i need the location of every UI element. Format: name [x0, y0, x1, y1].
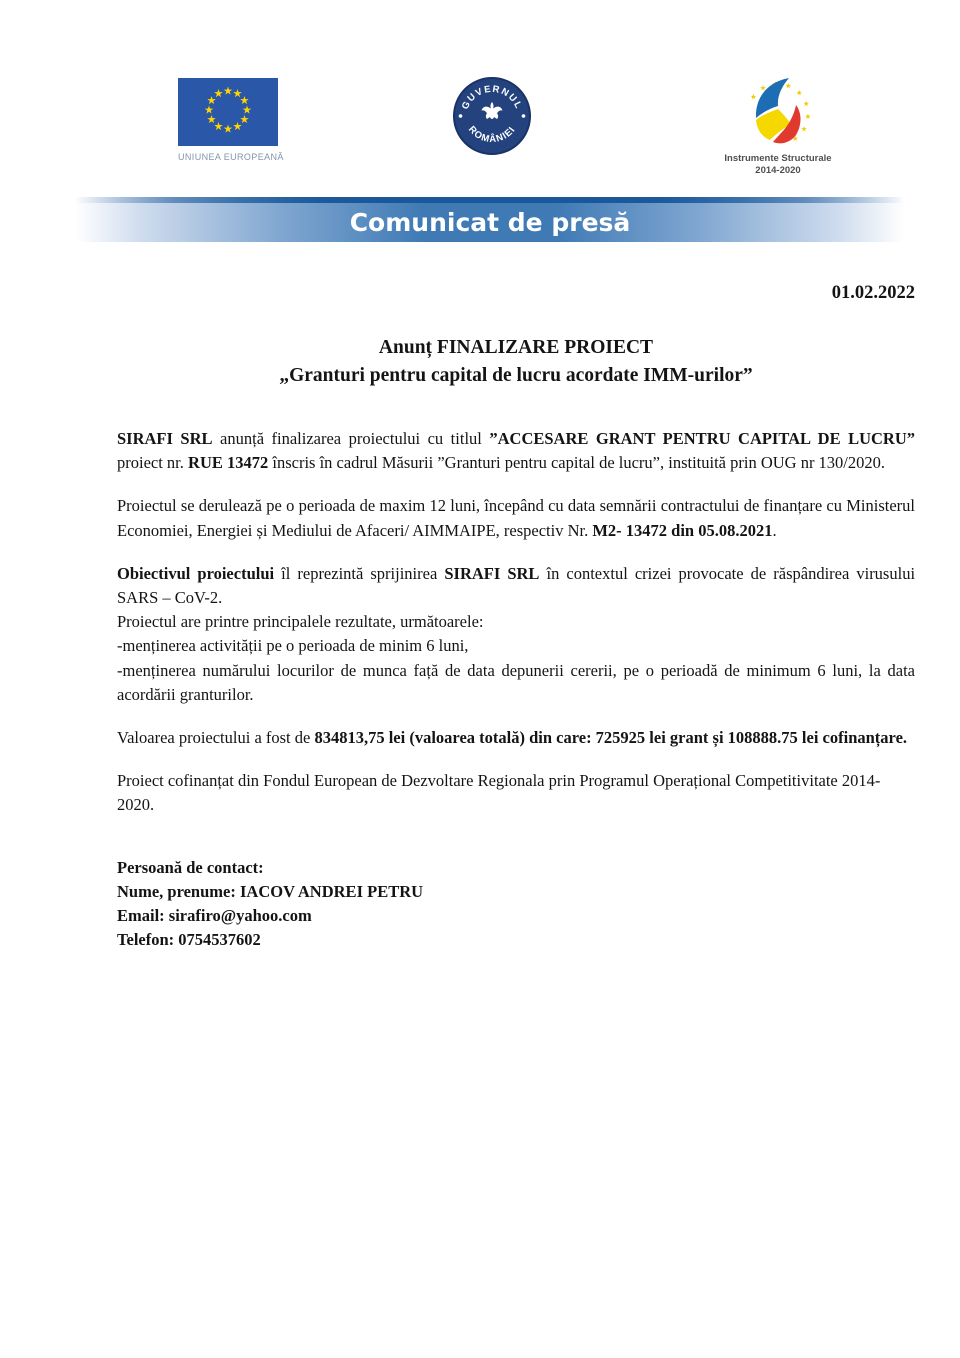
gov-seal-bottom-text: ROMÂNIEI	[466, 124, 518, 146]
paragraph-cofinancing: Proiect cofinanțat din Fondul European de Dezvoltare Regionala prin Programul Operațional Competitivitate 2014-2020.	[117, 771, 881, 815]
document-body	[117, 427, 915, 952]
paragraph-project-duration: Proiectul se derulează pe o perioada de maxim 12 luni, începând cu data semnării contractului de finanțare cu Ministerul Economiei, Energiei și Mediului de Afaceri/ AIMMAIPE, respectiv Nr. M2- 13472 din 05.08.2021.	[117, 496, 915, 540]
eu-logo-caption: UNIUNEA EUROPEANĂ	[178, 152, 284, 162]
contact-block	[117, 856, 915, 953]
paragraph-results-intro: Proiectul are printre principalele rezultate, următoarele:	[117, 612, 484, 632]
structural-instruments-icon	[733, 66, 823, 150]
paragraph-result-jobs: -menținerea numărului locurilor de munca față de data depunerii cererii, pe o perioadă de minimum 6 luni, la data acordării granturilor.	[117, 660, 915, 704]
document-title-line1: Anunț FINALIZARE PROIECT	[378, 337, 654, 358]
paragraph-project-value: Valoarea proiectului a fost de 834813,75 lei (valoarea totală) din care: 725925 lei grant și 108888.75 lei cofinanțare.	[117, 728, 908, 748]
structural-instruments-caption-2: 2014-2020	[755, 165, 801, 176]
contact-email: Email: sirafiro@yahoo.com	[117, 906, 312, 926]
paragraph-project-announcement: SIRAFI SRL anunță finalizarea proiectului cu titlul ”ACCESARE GRANT PENTRU CAPITAL DE LUCRU” proiect nr. RUE 13472 înscris în cadrul Măsurii ”Granturi pentru capital de lucru”, instituită prin OUG nr 130/2020.	[117, 429, 915, 473]
structural-instruments-caption-1: Instrumente Structurale	[724, 153, 832, 164]
gov-logo-block	[452, 76, 532, 156]
eu-flag-icon	[178, 78, 278, 146]
gov-seal-top-text: GUVERNUL	[459, 83, 525, 112]
contact-heading: Persoană de contact:	[117, 857, 264, 877]
document-title	[117, 334, 915, 389]
banner-title: Comunicat de presă	[349, 208, 631, 237]
contact-name: Nume, prenume: IACOV ANDREI PETRU	[117, 881, 424, 901]
document-title-line2: „Granturi pentru capital de lucru acordate IMM-urilor”	[279, 364, 753, 386]
structural-instruments-logo-block	[722, 66, 834, 177]
press-release-banner	[75, 197, 905, 242]
gov-romania-seal-icon	[452, 76, 532, 156]
document-date: 01.02.2022	[831, 283, 915, 303]
paragraph-project-objective: Obiectivul proiectului îl reprezintă sprijinirea SIRAFI SRL în contextul crizei provocate de răspândirea virusului SARS – CoV-2.	[117, 563, 916, 608]
eu-logo-block	[178, 78, 284, 162]
contact-phone: Telefon: 0754537602	[117, 930, 261, 950]
paragraph-result-activity: -menținerea activității pe o perioada de minim 6 luni,	[117, 636, 469, 656]
